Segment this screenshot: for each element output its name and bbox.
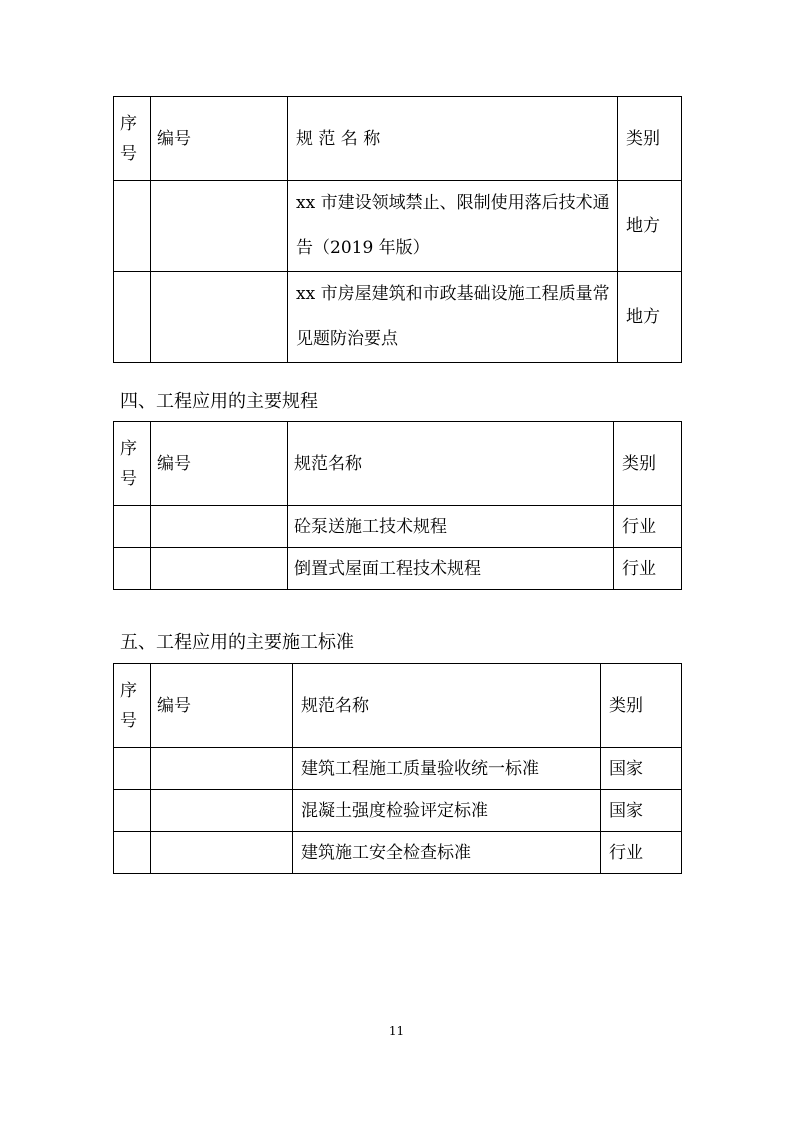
row-name: 倒置式屋面工程技术规程 <box>288 548 614 590</box>
header-category: 类别 <box>601 664 682 748</box>
table-header-row <box>114 664 682 748</box>
row-name: 建筑施工安全检查标准 <box>293 832 601 874</box>
table-row <box>114 790 682 832</box>
header-category: 类别 <box>618 97 682 181</box>
table-row <box>114 181 682 272</box>
page-number: 11 <box>388 1024 405 1038</box>
row-code <box>151 181 288 272</box>
header-seq: 序号 <box>114 664 151 748</box>
header-code: 编号 <box>151 97 288 181</box>
header-name: 规范名称 <box>288 422 614 506</box>
header-name: 规 范 名 称 <box>288 97 618 181</box>
row-seq <box>114 181 151 272</box>
section-title-4: 四、工程应用的主要规程 <box>120 391 318 412</box>
row-code <box>151 790 293 832</box>
row-category: 地方 <box>618 181 682 272</box>
row-seq <box>114 832 151 874</box>
row-name: xx 市建设领域禁止、限制使用落后技术通告（2019 年版） <box>288 181 618 272</box>
header-category: 类别 <box>614 422 682 506</box>
row-code <box>151 748 293 790</box>
row-category: 行业 <box>614 548 682 590</box>
row-code <box>151 832 293 874</box>
row-name: 建筑工程施工质量验收统一标准 <box>293 748 601 790</box>
section-title-5: 五、工程应用的主要施工标准 <box>120 632 354 653</box>
row-code <box>151 506 288 548</box>
header-seq: 序号 <box>114 97 151 181</box>
row-category: 行业 <box>601 832 682 874</box>
construction-standards-table <box>113 663 682 874</box>
table-row <box>114 506 682 548</box>
header-name: 规范名称 <box>293 664 601 748</box>
row-name: xx 市房屋建筑和市政基础设施工程质量常见题防治要点 <box>288 272 618 363</box>
row-name: 砼泵送施工技术规程 <box>288 506 614 548</box>
header-code: 编号 <box>151 664 293 748</box>
row-code <box>151 548 288 590</box>
table-row <box>114 832 682 874</box>
row-seq <box>114 548 151 590</box>
row-code <box>151 272 288 363</box>
row-name: 混凝土强度检验评定标准 <box>293 790 601 832</box>
row-seq <box>114 272 151 363</box>
standards-table-continued <box>113 96 682 363</box>
row-category: 国家 <box>601 790 682 832</box>
header-code: 编号 <box>151 422 288 506</box>
row-category: 地方 <box>618 272 682 363</box>
row-category: 行业 <box>614 506 682 548</box>
table-row <box>114 748 682 790</box>
row-seq <box>114 748 151 790</box>
row-seq <box>114 790 151 832</box>
regulations-table <box>113 421 682 590</box>
table-header-row <box>114 422 682 506</box>
row-category: 国家 <box>601 748 682 790</box>
table-header-row <box>114 97 682 181</box>
table-row <box>114 548 682 590</box>
header-seq: 序号 <box>114 422 151 506</box>
table-row <box>114 272 682 363</box>
row-seq <box>114 506 151 548</box>
